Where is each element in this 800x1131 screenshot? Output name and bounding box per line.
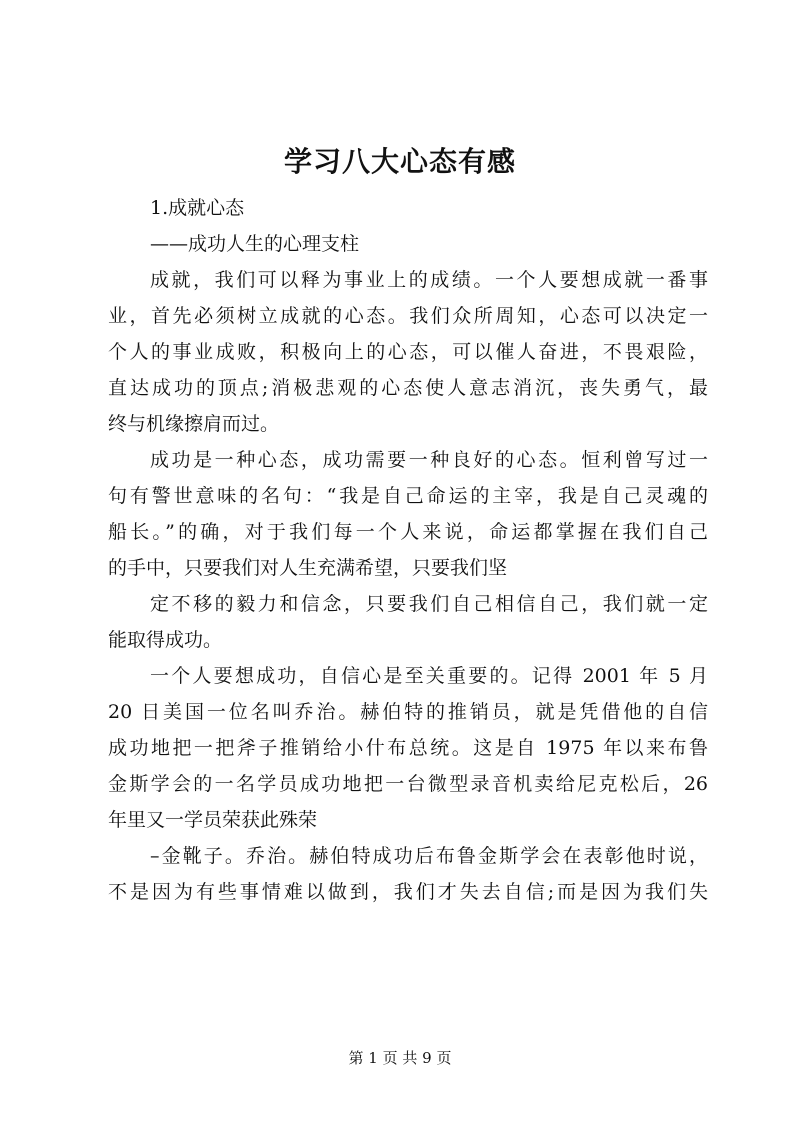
document-body [108,190,708,910]
paragraph-line: 金斯学会的一名学员成功地把一台微型录音机卖给尼克松后，26 [108,773,708,795]
paragraph-line: –金靴子。乔治。赫伯特成功后布鲁金斯学会在表彰他时说， [150,845,708,867]
paragraph-line: 终与机缘擦肩而过。 [108,413,280,435]
page-footer: 第 1 页 共 9 页 [348,1049,452,1067]
paragraph-line: 船长。”的确，对于我们每一个人来说，命运都掌握在我们自己 [108,521,708,543]
paragraph-line: 成功地把一把斧子推销给小什布总统。这是自 1975 年以来布鲁 [108,737,708,759]
section-heading: 1.成就心态 [150,197,245,219]
paragraph-line: 一个人要想成功，自信心是至关重要的。记得 2001 年 5 月 [150,665,708,687]
section-subheading: ——成功人生的心理支柱 [150,233,360,255]
paragraph-line: 20 日美国一位名叫乔治。赫伯特的推销员，就是凭借他的自信 [108,701,708,723]
paragraph-line: 的手中，只要我们对人生充满希望，只要我们坚 [108,557,508,579]
document-title: 学习八大心态有感 [283,145,516,178]
paragraph-line: 能取得成功。 [108,629,223,651]
paragraph-line: 业，首先必须树立成就的心态。我们众所周知，心态可以决定一 [108,305,708,327]
paragraph-line: 成就，我们可以释为事业上的成绩。一个人要想成就一番事 [150,269,708,291]
paragraph-line: 个人的事业成败，积极向上的心态，可以催人奋进，不畏艰险， [108,341,708,363]
paragraph-line: 定不移的毅力和信念，只要我们自己相信自己，我们就一定 [150,593,708,615]
paragraph-line: 直达成功的顶点;消极悲观的心态使人意志消沉，丧失勇气，最 [108,377,708,399]
paragraph-line: 年里又一学员荣获此殊荣 [108,809,318,831]
paragraph-line: 成功是一种心态，成功需要一种良好的心态。恒利曾写过一 [150,449,708,471]
paragraph-line: 句有警世意味的名句：“我是自己命运的主宰，我是自己灵魂的 [108,485,708,507]
paragraph-line: 不是因为有些事情难以做到，我们才失去自信;而是因为我们失 [108,881,708,903]
